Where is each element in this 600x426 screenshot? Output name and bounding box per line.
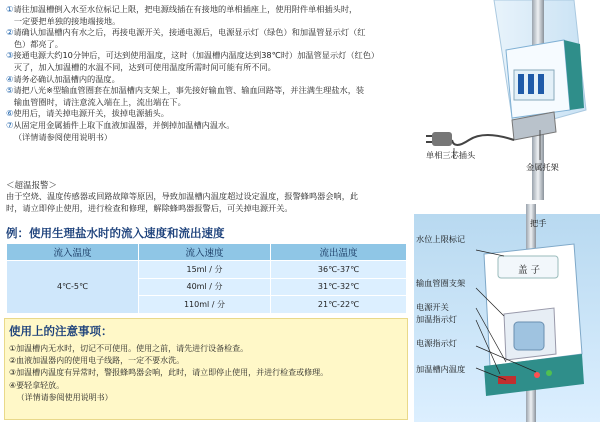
list-item (6, 74, 411, 86)
label-power-switch: 电源开关 (416, 302, 449, 312)
step-number: ⑥ (6, 108, 14, 119)
list-item: （详情请参阅使用说明书） (9, 392, 113, 402)
step-number: ② (6, 27, 14, 38)
step-text: 请务必确认加温槽内的温度。 (13, 73, 120, 84)
label-bracket: 金属托架 (526, 162, 559, 172)
flow-table-header-row (7, 244, 407, 261)
label-bath-temp: 加温槽内温度 (416, 364, 466, 374)
list-item: ④要轻拿轻放。 (9, 380, 65, 390)
list-item: ②血液加温器内的使用电子线路，一定不要水洗。 (9, 356, 185, 366)
speed-cell: 40ml / 分 (139, 278, 271, 296)
step-text: 请把八光※型输血管圈套在加温槽内支架上，事先接好输血管、输血回路等，并注满生理盐水，装 输血管圈时，请注意流入端在上，流出端在下。 (13, 85, 365, 107)
label-handle: 把手 (530, 218, 547, 228)
notes-title: 使用上的注意事项： (9, 324, 113, 338)
notes-list (9, 343, 405, 404)
list-item: ③加温槽内温度有异常时，警报蜂鸣器会响，此时，请立即停止使用，并进行检查或修理。 (9, 368, 329, 378)
flow-table (6, 243, 407, 314)
table-row (7, 261, 407, 279)
step-text: （详情请参阅使用说明书） (6, 131, 113, 142)
outlet-cell: 31℃-32℃ (271, 278, 407, 296)
list-item (6, 50, 411, 73)
list-item (6, 27, 411, 50)
label-water-mark: 水位上限标记 (416, 234, 466, 244)
speed-cell: 110ml / 分 (139, 296, 271, 314)
alarm-body: 由于空烧、温度传感器或回路故障等原因，导致加温槽内温度超过设定温度，报警蜂鸣器会响，此 时，请立即停止使用，进行检查和修理，解除蜂鸣器报警后，可关掉电源开关。 (6, 191, 359, 213)
header-inlet-temp: 流入温度 (7, 244, 139, 261)
step-number: ⑦ (6, 119, 14, 130)
instruction-steps (6, 4, 411, 143)
label-lid: 盖 子 (518, 265, 541, 276)
inlet-temp-cell: 4℃-5℃ (7, 261, 139, 314)
plug-icon (432, 132, 452, 146)
step-text: 请往加温槽倒入水至水位标记上限，把电源线插在有接地的单相插座上，使用附件单相插头时， 一定要把单独的接地端接地。 (13, 4, 358, 26)
warmer-mounted-illustration (414, 0, 600, 200)
example-title: 例：使用生理盐水时的流入速度和流出速度 (6, 226, 225, 240)
list-item: ①加温槽内无水时，切记不可使用。使用之前，请先进行设备检查。 (9, 344, 249, 353)
label-plug: 单相三芯插头 (426, 150, 476, 160)
step-text: 请确认加温槽内有水之后，再接电源开关，接通电源后，电源显示灯（绿色）和加温管显示灯（红 色）都亮了。 (13, 27, 366, 49)
list-item (6, 120, 411, 132)
step-number: ③ (6, 50, 14, 61)
list-item (6, 85, 411, 108)
figure-warmer-parts (414, 204, 600, 422)
step-number: ④ (6, 73, 14, 84)
label-power-light: 电源指示灯 (416, 338, 457, 348)
outlet-cell: 21℃-22℃ (271, 296, 407, 314)
label-heat-light: 加温指示灯 (416, 314, 457, 324)
header-outlet-temp: 流出温度 (271, 244, 407, 261)
list-item (6, 132, 411, 144)
header-inlet-speed: 流入速度 (139, 244, 271, 261)
notes-box (4, 318, 408, 420)
figure-warmer-mounted (414, 0, 600, 200)
list-item (6, 108, 411, 120)
step-text: 从固定用金属插件上取下血液加温器，并倒掉加温槽内温水。 (13, 119, 235, 130)
list-item (6, 4, 411, 27)
step-number: ⑤ (6, 85, 14, 96)
step-text: 接通电源大约10分钟后，可达到使用温度，这时（加温槽内温度达到38℃时）加温管显示灯（红色） 灭了，加入加温槽的水温不同，达到可使用温度所需时间可能有所不同。 (13, 50, 380, 72)
step-text: 使用后，请关掉电源开关，拔掉电源插头。 (13, 108, 169, 119)
label-tube-holder: 输血管圈支架 (416, 278, 466, 288)
alarm-title: ＜超温报警＞ (6, 181, 58, 191)
outlet-cell: 36℃-37℃ (271, 261, 407, 279)
step-number: ① (6, 4, 14, 14)
speed-cell: 15ml / 分 (139, 261, 271, 279)
